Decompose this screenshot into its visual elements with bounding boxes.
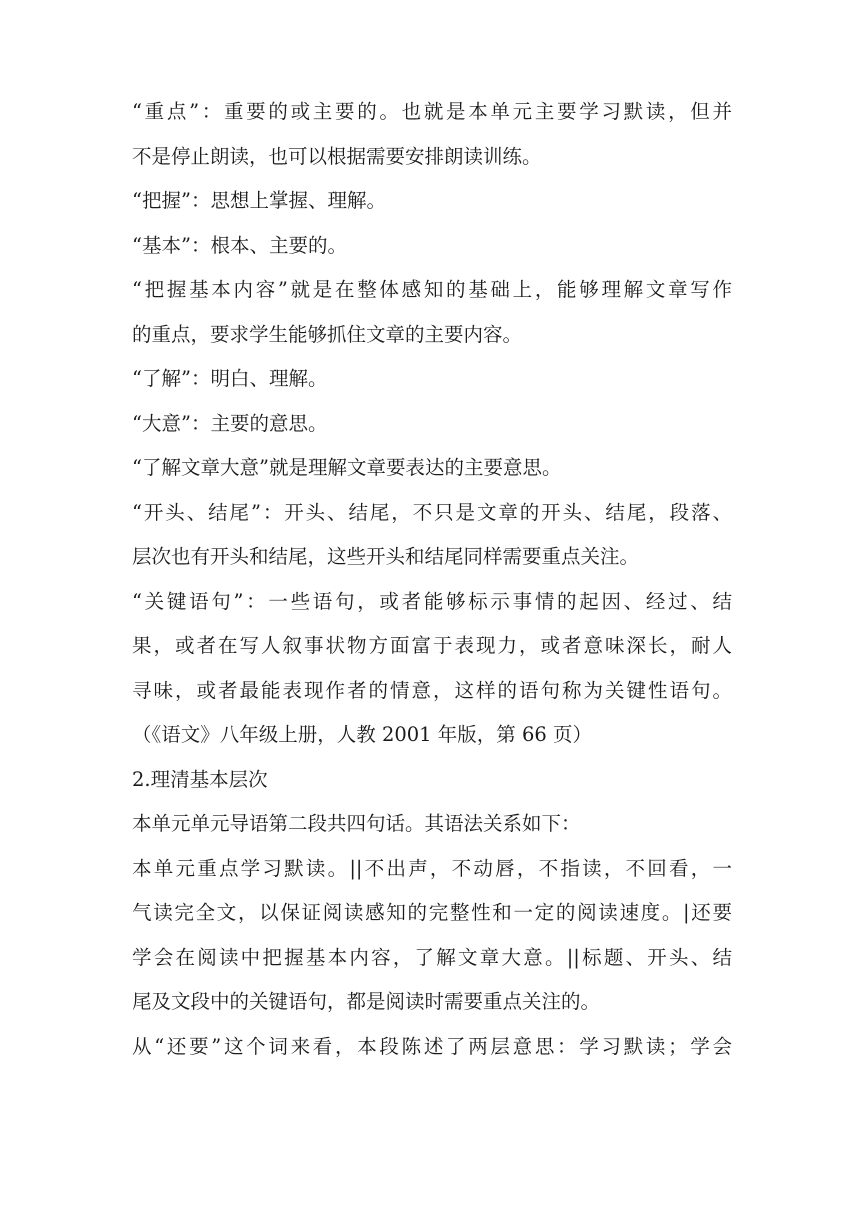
text-line: 本单元重点学习默读。||不出声，不动唇，不指读，不回看，一 — [132, 856, 732, 880]
text-line: “了解”：明白、理解。 — [132, 367, 328, 390]
text-line: 寻味，或者最能表现作者的情意，这样的语句称为关键性语句。 — [132, 678, 732, 702]
text-line: “关键语句”：一些语句，或者能够标示事情的起因、经过、结 — [132, 589, 732, 613]
text-line: “了解文章大意”就是理解文章要表达的主要意思。 — [132, 456, 562, 479]
section-heading: 2.理清基本层次 — [132, 767, 268, 791]
text-line: “重点”：重要的或主要的。也就是本单元主要学习默读，但并 — [132, 100, 732, 123]
text-line: 学会在阅读中把握基本内容，了解文章大意。||标题、开头、结 — [132, 945, 732, 969]
citation-line: （《语文》八年级上册，人教 2001 年版，第 66 页） — [132, 723, 592, 746]
text-line: “大意”：主要的意思。 — [132, 411, 328, 435]
text-line: 果，或者在写人叙事状物方面富于表现力，或者意味深长，耐人 — [132, 634, 732, 657]
text-line: 的重点，要求学生能够抓住文章的主要内容。 — [132, 322, 523, 346]
text-line: 不是停止朗读，也可以根据需要安排朗读训练。 — [132, 144, 542, 168]
text-line: 尾及文段中的关键语句，都是阅读时需要重点关注的。 — [132, 990, 601, 1013]
text-line: 气读完全文，以保证阅读感知的完整性和一定的阅读速度。|还要 — [132, 901, 732, 924]
text-line: 从“还要”这个词来看，本段陈述了两层意思：学习默读；学会 — [132, 1034, 732, 1058]
document-body — [132, 90, 732, 1069]
text-line: “把握基本内容”就是在整体感知的基础上，能够理解文章写作 — [132, 278, 732, 301]
text-line: 层次也有开头和结尾，这些开头和结尾同样需要重点关注。 — [132, 545, 640, 568]
text-line: “开头、结尾”：开头、结尾，不只是文章的开头、结尾，段落、 — [132, 500, 732, 524]
text-line: 本单元单元导语第二段共四句话。其语法关系如下： — [132, 812, 581, 835]
text-line: “把握”：思想上掌握、理解。 — [132, 189, 386, 212]
text-line: “基本”：根本、主要的。 — [132, 233, 347, 257]
